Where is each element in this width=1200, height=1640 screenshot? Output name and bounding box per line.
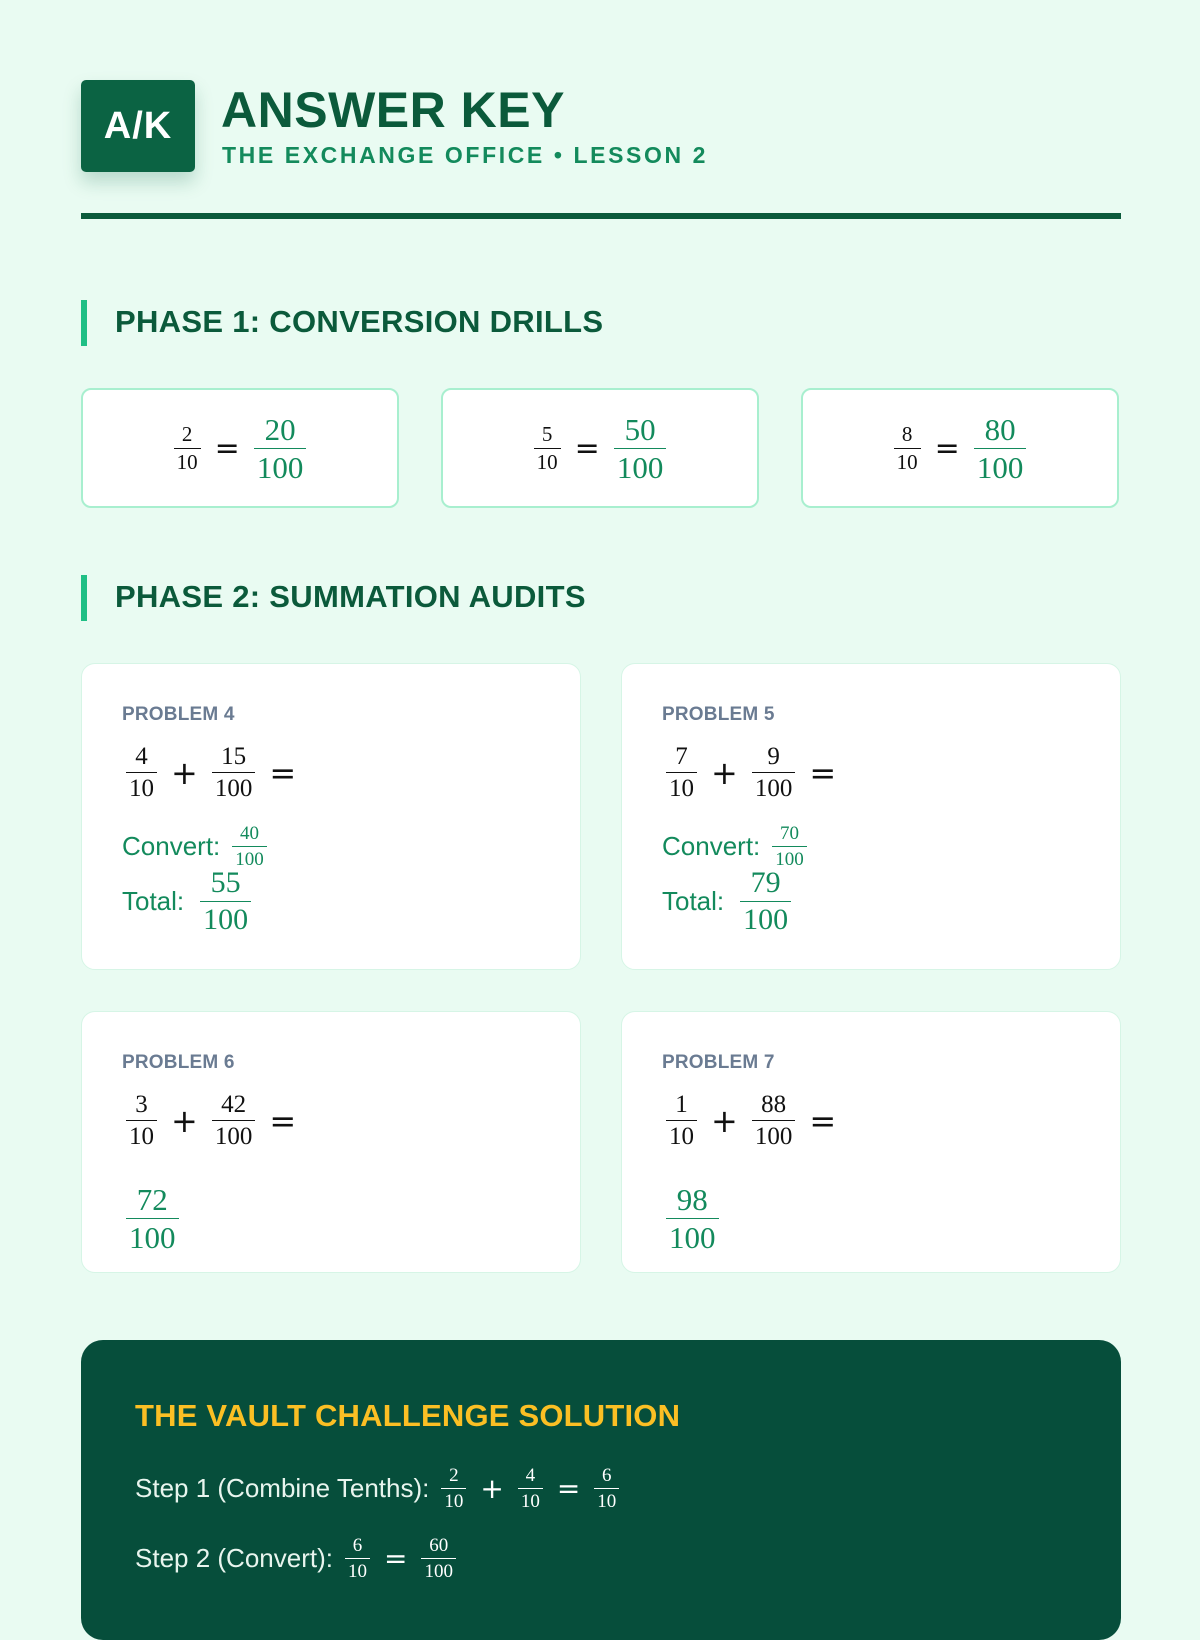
drill-card	[801, 388, 1119, 508]
total-label: Total:	[122, 886, 185, 916]
equals-sign: =	[556, 1472, 581, 1505]
logo-badge: A/K	[81, 80, 195, 172]
plus-sign: +	[711, 1101, 738, 1140]
fraction: $\frac{1}{10}$	[666, 1092, 697, 1149]
answer-line	[122, 1182, 183, 1253]
problem-label: PROBLEM 5	[662, 704, 775, 725]
problem-card	[81, 663, 581, 970]
problem-card	[81, 1011, 581, 1273]
answer-fraction: $\frac{20}{100}$	[254, 414, 307, 483]
equals-sign: =	[574, 430, 600, 466]
phase1-heading	[81, 300, 887, 346]
equals-sign: =	[214, 430, 240, 466]
equals-sign: =	[383, 1542, 408, 1575]
fraction: $\frac{15}{100}$	[212, 744, 256, 801]
fraction: $\frac{4}{10}$	[126, 744, 157, 801]
converted-fraction: $\frac{70}{100}$	[772, 824, 807, 869]
page-subtitle: THE EXCHANGE OFFICE • LESSON 2	[222, 142, 709, 168]
equals-sign: =	[809, 753, 837, 792]
fraction: $\frac{9}{100}$	[752, 744, 796, 801]
plus-sign: +	[480, 1472, 504, 1505]
fraction: $\frac{4}{10}$	[518, 1466, 543, 1511]
total-label: Total:	[662, 886, 725, 916]
convert-line	[662, 824, 811, 869]
fraction: $\frac{2}{10}$	[441, 1466, 466, 1511]
phase2-heading	[81, 575, 887, 621]
answer-fraction: $\frac{80}{100}$	[974, 414, 1027, 483]
fraction: $\frac{8}{10}$	[894, 424, 921, 473]
step-label: Step 1 (Combine Tenths):	[135, 1473, 430, 1503]
fraction: $\frac{3}{10}$	[126, 1092, 157, 1149]
answer-fraction: $\frac{50}{100}$	[614, 414, 667, 483]
converted-fraction: $\frac{40}{100}$	[232, 824, 267, 869]
total-fraction: $\frac{79}{100}$	[740, 868, 791, 935]
fraction: $\frac{60}{100}$	[421, 1536, 456, 1581]
drill-card	[81, 388, 399, 508]
vault-step-1	[135, 1466, 623, 1511]
fraction: $\frac{42}{100}$	[212, 1092, 256, 1149]
total-fraction: $\frac{72}{100}$	[126, 1184, 179, 1253]
problem-label: PROBLEM 7	[662, 1052, 775, 1073]
convert-label: Convert:	[122, 831, 221, 861]
total-line	[662, 868, 795, 935]
problem-expression	[662, 742, 846, 801]
vault-challenge-panel	[81, 1340, 1121, 1640]
step-label: Step 2 (Convert):	[135, 1543, 333, 1573]
equals-sign: =	[809, 1101, 837, 1140]
convert-label: Convert:	[662, 831, 761, 861]
problem-expression	[662, 1090, 846, 1149]
convert-line	[122, 824, 271, 869]
drill-card	[441, 388, 759, 508]
header	[81, 80, 1121, 220]
vault-step-2	[135, 1536, 460, 1581]
total-fraction: $\frac{55}{100}$	[200, 868, 251, 935]
problem-card	[621, 663, 1121, 970]
total-fraction: $\frac{98}{100}$	[666, 1184, 719, 1253]
fraction: $\frac{88}{100}$	[752, 1092, 796, 1149]
total-line	[122, 868, 255, 935]
fraction: $\frac{6}{10}$	[594, 1466, 619, 1511]
fraction: $\frac{5}{10}$	[534, 424, 561, 473]
fraction: $\frac{2}{10}$	[174, 424, 201, 473]
vault-title: THE VAULT CHALLENGE SOLUTION	[135, 1398, 681, 1433]
problem-label: PROBLEM 4	[122, 704, 235, 725]
page-title: ANSWER KEY	[221, 82, 565, 138]
drill-equation	[170, 411, 311, 485]
plus-sign: +	[171, 753, 198, 792]
equals-sign: =	[269, 753, 297, 792]
equals-sign: =	[934, 430, 960, 466]
plus-sign: +	[711, 753, 738, 792]
plus-sign: +	[171, 1101, 198, 1140]
equals-sign: =	[269, 1101, 297, 1140]
phase1-heading-text: PHASE 1: CONVERSION DRILLS	[115, 304, 604, 339]
fraction: $\frac{7}{10}$	[666, 744, 697, 801]
phase2-heading-text: PHASE 2: SUMMATION AUDITS	[115, 579, 586, 614]
problem-label: PROBLEM 6	[122, 1052, 235, 1073]
drill-equation	[890, 411, 1031, 485]
fraction: $\frac{6}{10}$	[345, 1536, 370, 1581]
problem-card	[621, 1011, 1121, 1273]
problem-expression	[122, 1090, 306, 1149]
answer-line	[662, 1182, 723, 1253]
problem-expression	[122, 742, 306, 801]
drill-equation	[530, 411, 671, 485]
header-divider	[81, 213, 1121, 219]
